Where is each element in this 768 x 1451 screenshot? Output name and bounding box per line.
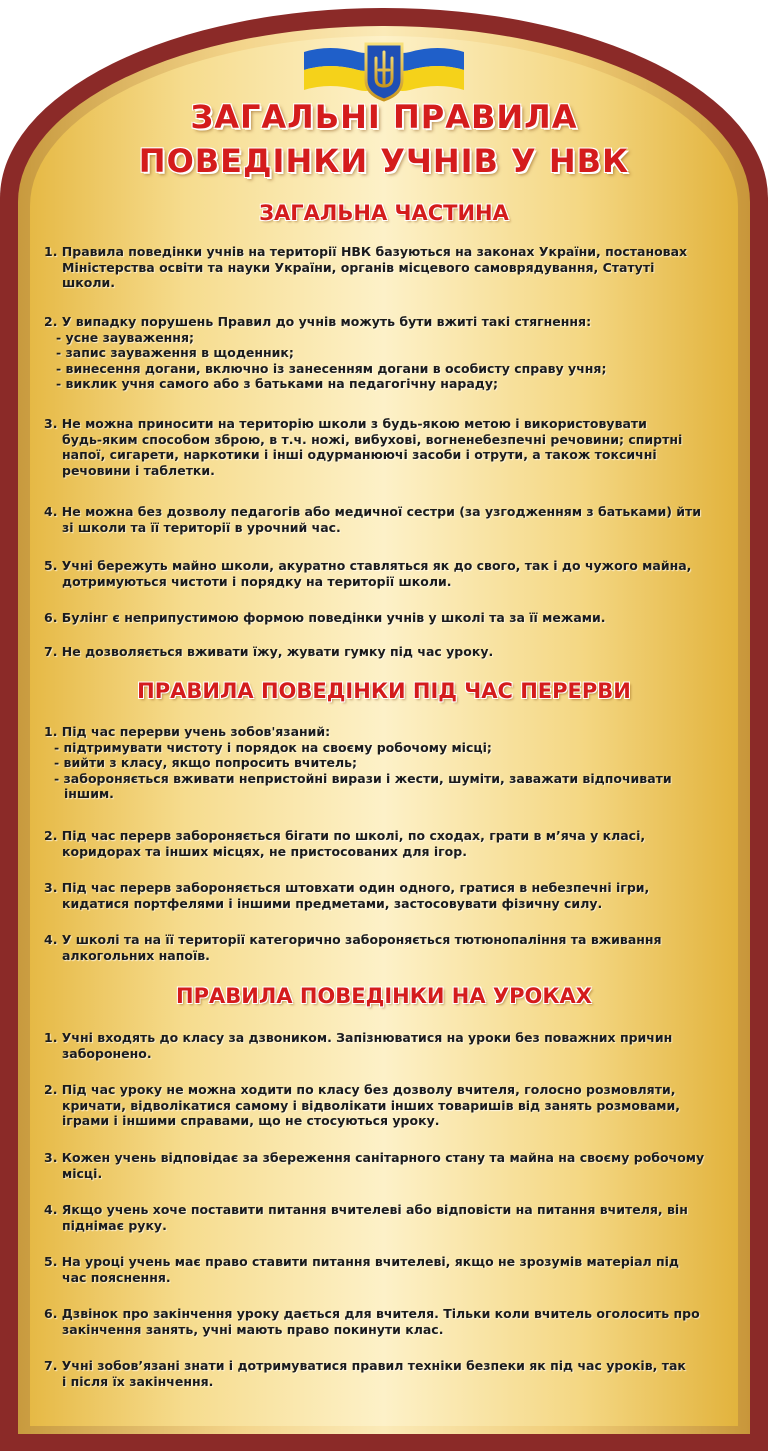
- rule-line: алкогольних напоїв.: [62, 947, 210, 963]
- rule-line: - виклик учня самого або з батьками на педагогічну нараду;: [56, 376, 498, 391]
- rule-line: - усне зауваження;: [56, 329, 194, 345]
- rule-line: і після їх закінчення.: [62, 1373, 214, 1389]
- rule-item: [44, 1150, 738, 1181]
- rule-item: [44, 244, 738, 291]
- rule-line: 4. У школі та на її території категорично забороняється тютюнопаління та вживання: [44, 932, 662, 947]
- rule-item: [44, 1082, 738, 1129]
- rule-line: місці.: [62, 1165, 103, 1181]
- rule-line: 2. У випадку порушень Правил до учнів можуть бути вжиті такі стягнення:: [44, 314, 592, 329]
- rule-item: [44, 1306, 738, 1337]
- rule-item: [44, 1030, 738, 1061]
- rule-item: [44, 932, 738, 963]
- rule-item: [44, 1254, 738, 1285]
- rule-line: 5. Учні бережуть майно школи, акуратно ставляться як до свого, так і до чужого майна,: [44, 558, 692, 573]
- rule-line: іншим.: [64, 786, 114, 801]
- rule-line: - запис зауваження в щоденник;: [56, 345, 294, 360]
- rule-line: - вийти з класу, якщо попросить вчитель;: [54, 755, 358, 770]
- rule-line: 5. На уроці учень має право ставити питання вчителеві, якщо не зрозумів матеріал під: [44, 1254, 680, 1269]
- rule-line: напої, сигарети, наркотики і інші одурманюючі засоби і отрути, а також токсичні: [62, 447, 657, 462]
- rule-line: заборонено.: [62, 1045, 152, 1061]
- rule-line: 3. Кожен учень відповідає за збереження санітарного стану та майна на своєму робочому: [44, 1150, 705, 1165]
- rule-item: [44, 828, 738, 859]
- rule-line: 6. Булінг є неприпустимою формою поведінки учнів у школі та за її межами.: [44, 610, 606, 625]
- rule-line: зі школи та її території в урочний час.: [62, 519, 341, 535]
- rule-line: час пояснення.: [62, 1269, 171, 1285]
- rule-line: кричати, відволікатися самому і відволікати інших товаришів від занять розмовами,: [62, 1097, 681, 1113]
- rule-line: 7. Учні зобов’язані знати і дотримуватися правил техніки безпеки як під час уроків, так: [44, 1358, 686, 1373]
- rule-line: 1. Учні входять до класу за дзвоником. Запізнюватися на уроки без поважних причин: [44, 1030, 673, 1045]
- rule-line: закінчення занять, учні мають право покинути клас.: [62, 1321, 444, 1337]
- rule-line: 2. Під час перерв забороняється бігати по школі, по сходах, грати в м’яча у класі,: [44, 828, 646, 843]
- ukraine-flag-emblem: [300, 40, 468, 102]
- rule-line: - підтримувати чистоту і порядок на своєму робочому місці;: [54, 739, 492, 755]
- rule-line: 4. Не можна без дозволу педагогів або медичної сестри (за узгодженням з батьками) йти: [44, 504, 702, 519]
- page-title-line-1: ЗАГАЛЬНІ ПРАВИЛА: [190, 98, 578, 136]
- rule-line: 4. Якщо учень хоче поставити питання вчителеві або відповісти на питання вчителя, він: [44, 1202, 688, 1217]
- rule-item: [44, 610, 738, 626]
- rule-item: [44, 314, 738, 392]
- rule-item: [44, 416, 738, 478]
- rule-line: речовини і таблетки.: [62, 462, 215, 478]
- rule-line: 3. Під час перерв забороняється штовхати один одного, гратися в небезпечні ігри,: [44, 880, 650, 895]
- rule-item: [44, 1202, 738, 1233]
- rule-line: іграми і іншими справами, що не стосуються уроку.: [62, 1113, 440, 1128]
- rule-line: кидатися портфелями і іншими предметами, застосовувати фізичну силу.: [62, 895, 603, 911]
- rule-item: [44, 558, 738, 589]
- rule-line: 1. Правила поведінки учнів на території НВК базуються на законах України, постановах: [44, 244, 688, 259]
- rule-line: - забороняється вживати непристойні вирази і жести, шуміти, заважати відпочивати: [54, 770, 672, 786]
- rule-line: 6. Дзвінок про закінчення уроку дається для вчителя. Тільки коли вчитель оголосить про: [44, 1306, 700, 1321]
- rule-line: 2. Під час уроку не можна ходити по класу без дозволу вчителя, голосно розмовляти,: [44, 1082, 676, 1097]
- rule-line: Міністерства освіти та науки України, органів місцевого самоврядування, Статуті: [62, 259, 655, 275]
- rule-line: дотримуються чистоти і порядку на території школи.: [62, 573, 452, 589]
- rule-line: коридорах та інших місцях, не пристосованих для ігор.: [62, 843, 467, 859]
- section-heading-lessons: ПРАВИЛА ПОВЕДІНКИ НА УРОКАХ: [176, 984, 592, 1008]
- rule-item: [44, 724, 738, 802]
- rule-item: [44, 1358, 738, 1389]
- page-title-line-2: ПОВЕДІНКИ УЧНІВ У НВК: [138, 142, 630, 180]
- rule-line: школи.: [62, 275, 116, 290]
- rule-line: 3. Не можна приносити на територію школи з будь-якою метою і використовувати: [44, 416, 647, 431]
- rule-line: 1. Під час перерви учень зобов'язаний:: [44, 724, 331, 739]
- rule-line: будь-яким способом зброю, в т.ч. ножі, вибухові, вогненебезпечні речовини; спиртні: [62, 431, 683, 447]
- rule-item: [44, 880, 738, 911]
- rule-line: піднімає руку.: [62, 1217, 167, 1233]
- section-heading-general: ЗАГАЛЬНА ЧАСТИНА: [259, 201, 509, 225]
- rule-line: - винесення догани, включно із занесенням догани в особисту справу учня;: [56, 360, 607, 376]
- rule-item: [44, 504, 738, 535]
- rule-item: [44, 644, 738, 660]
- section-heading-break: ПРАВИЛА ПОВЕДІНКИ ПІД ЧАС ПЕРЕРВИ: [137, 679, 631, 703]
- rule-line: 7. Не дозволяється вживати їжу, жувати гумку під час уроку.: [44, 644, 494, 659]
